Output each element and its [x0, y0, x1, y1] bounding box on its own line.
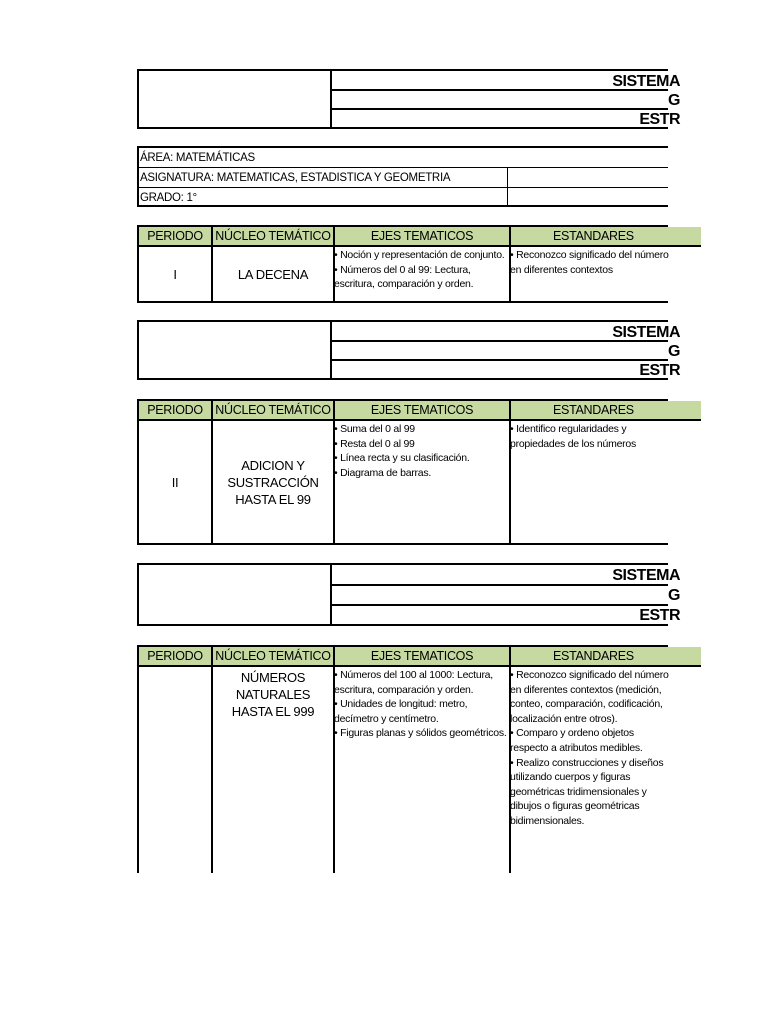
header-title-block [330, 320, 680, 380]
list-item: • Diagrama de barras. [334, 466, 432, 479]
nucleo-value: LA DECENA [237, 266, 309, 282]
list-item: • Figuras planas y sólidos geométricos. [334, 727, 507, 740]
list-item: • Realizo construcciones y diseños utilizando cuerpos y figuras geométricas tridimensionales y dibujos o figuras geométricas bidimensionales. [510, 756, 664, 827]
column-header-nucleo: NÚCLEO TEMÁTICO [213, 647, 333, 667]
ejes-list [334, 668, 509, 873]
column-header-nucleo: NÚCLEO TEMÁTICO [213, 401, 333, 421]
list-item: • Reconozco significado del número en diferentes contextos (medición, conteo, comparación, codificación, localización entre otros). [510, 669, 669, 725]
header-logo-cell [137, 320, 332, 380]
list-item: • Números del 0 al 99: Lectura, escritura, comparación y orden. [334, 263, 474, 291]
period-table-3 [137, 645, 668, 873]
column-header-estandares: ESTANDARES [511, 227, 701, 247]
nucleo-value: ADICION Y SUSTRACCIÓN HASTA EL 99 [227, 457, 319, 507]
column-header-ejes: EJES TEMATICOS [335, 227, 509, 247]
header-logo-cell [137, 563, 332, 626]
nucleo-value: NÚMEROS NATURALES HASTA EL 999 [231, 670, 315, 719]
list-item: • Noción y representación de conjunto. [334, 249, 505, 261]
asignatura-label: ASIGNATURA: MATEMATICAS, ESTADISTICA Y GEOMETRIA [140, 171, 451, 184]
column-header-estandares: ESTANDARES [511, 647, 701, 667]
column-header-estandares: ESTANDARES [511, 401, 701, 421]
area-label: ÁREA: MATEMÁTICAS [140, 151, 255, 164]
header-title-block [330, 69, 680, 129]
ejes-list [334, 422, 509, 543]
list-item: • Identifico regularidades y propiedades de los números [510, 423, 637, 450]
column-header-nucleo: NÚCLEO TEMÁTICO [213, 227, 333, 247]
periodo-value: II [171, 474, 179, 490]
period-table-2 [137, 399, 668, 545]
estandares-list [510, 422, 660, 543]
estandares-list [510, 668, 672, 873]
estandares-list [510, 248, 672, 301]
header-subtitle-2: ESTR [639, 607, 680, 624]
list-item: • Reconozco significado del número en diferentes contextos [510, 249, 669, 276]
header-subtitle-2: ESTR [639, 362, 680, 379]
header-subtitle: G [668, 587, 680, 604]
column-header-periodo: PERIODO [139, 647, 211, 667]
header-system-title: SISTEMA [612, 324, 680, 341]
header-subtitle: G [668, 343, 680, 360]
list-item: • Números del 100 al 1000: Lectura, escritura, comparación y orden. [334, 669, 493, 696]
list-item: • Unidades de longitud: metro, decímetro y centímetro. [334, 698, 468, 725]
header-title-block [330, 563, 680, 626]
list-item: • Suma del 0 al 99 [334, 423, 415, 435]
header-subtitle-2: ESTR [639, 111, 680, 128]
column-header-ejes: EJES TEMATICOS [335, 401, 509, 421]
column-header-periodo: PERIODO [139, 227, 211, 247]
list-item: • Comparo y ordeno objetos respecto a atributos medibles. [510, 727, 643, 754]
period-table-1 [137, 225, 668, 303]
header-system-title: SISTEMA [612, 73, 680, 90]
grado-label: GRADO: 1° [140, 191, 197, 204]
header-subtitle: G [668, 92, 680, 109]
ejes-list [334, 248, 509, 301]
list-item: • Línea recta y su clasificación. [334, 452, 470, 465]
header-logo-cell [137, 69, 332, 129]
header-system-title: SISTEMA [612, 567, 680, 584]
column-header-ejes: EJES TEMATICOS [335, 647, 509, 667]
list-item: • Resta del 0 al 99 [334, 437, 415, 450]
column-header-periodo: PERIODO [139, 401, 211, 421]
subject-info-block [137, 146, 668, 207]
periodo-value: I [173, 266, 177, 282]
